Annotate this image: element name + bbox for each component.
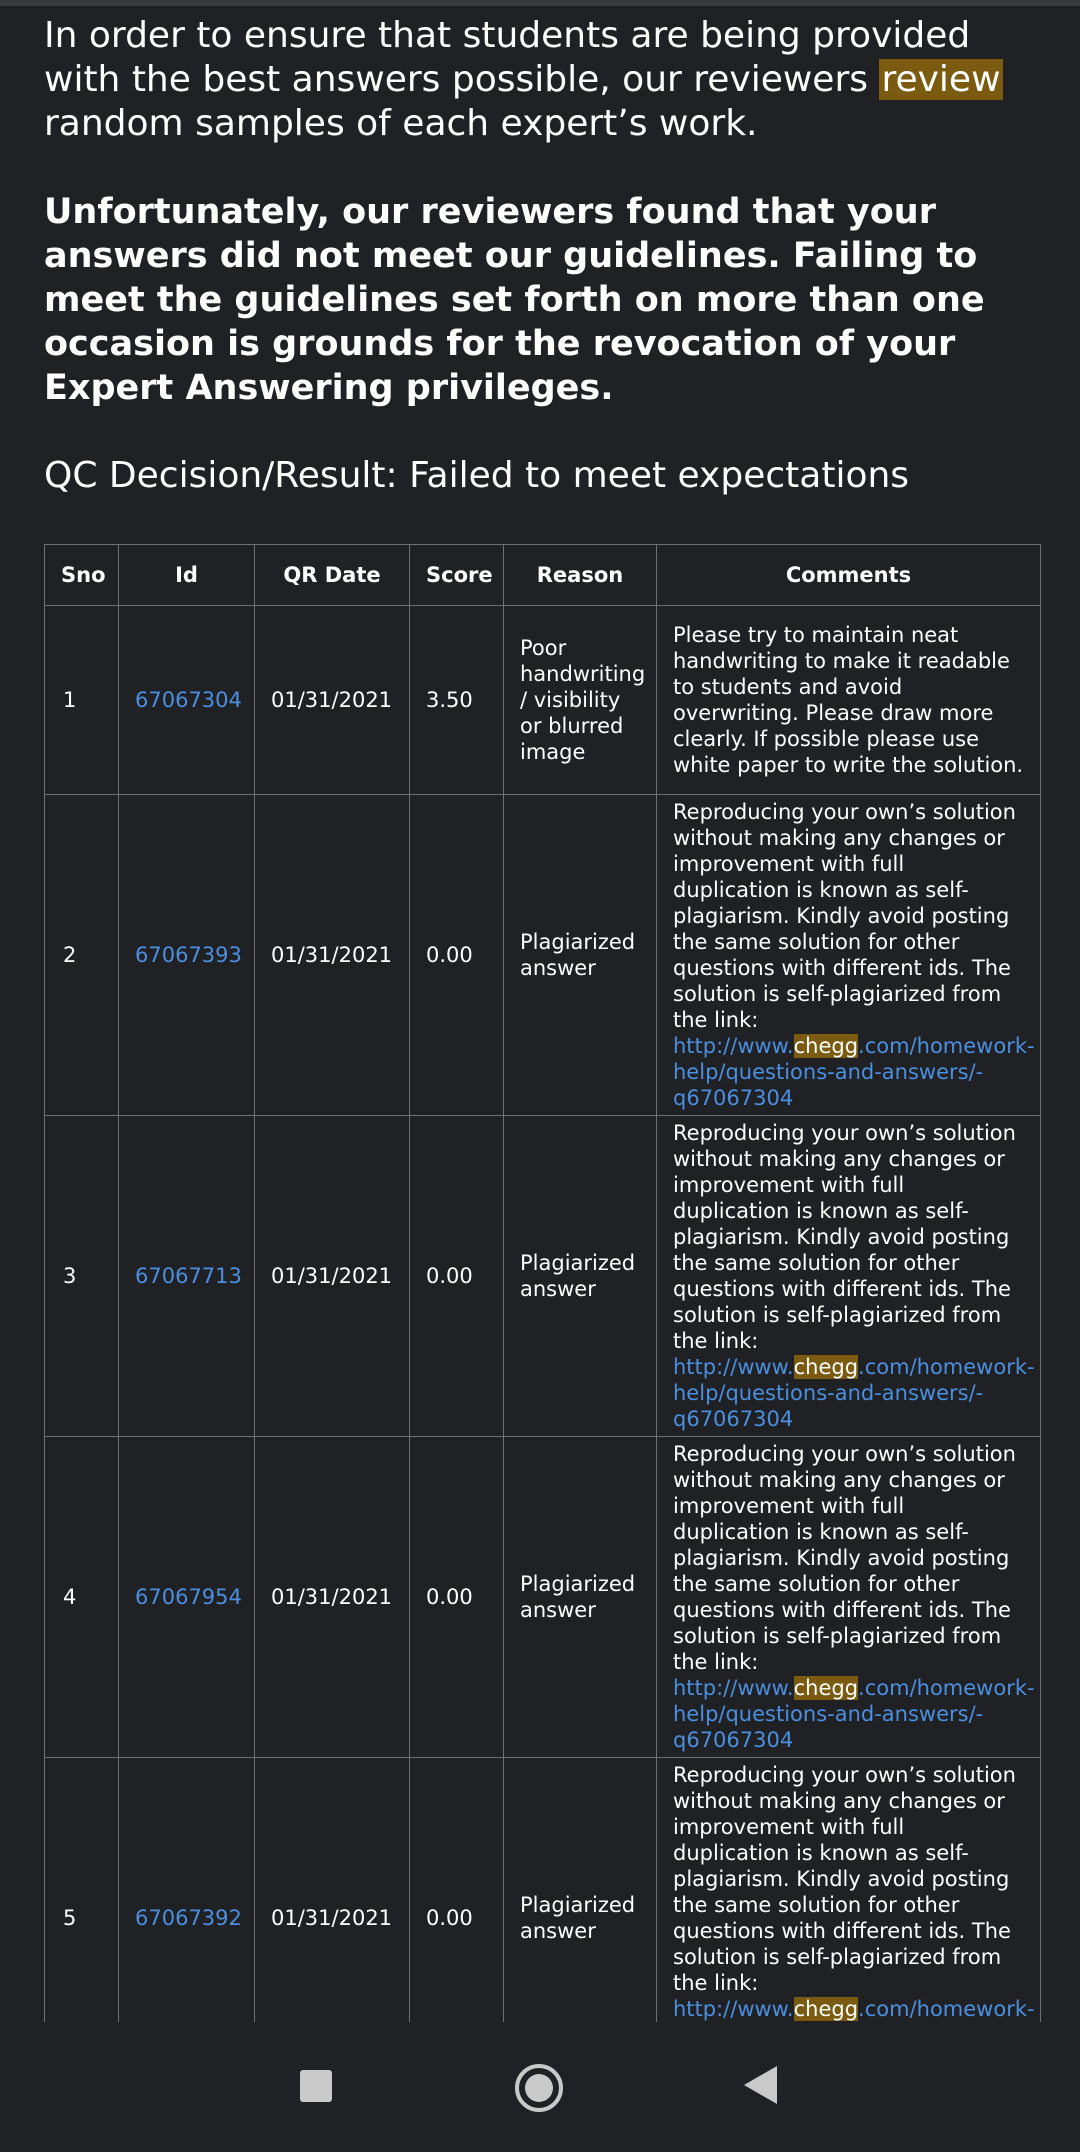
circle-icon[interactable] xyxy=(515,2064,563,2112)
link-suffix: .com/homework-help/questions-and-answers/-q67067304 xyxy=(673,1355,1035,1431)
qc-result: QC Decision/Result: Failed to meet expectations xyxy=(44,455,910,496)
cell-comments xyxy=(657,1437,1041,1758)
header-qr-date: QR Date xyxy=(255,545,410,606)
cell-id-link[interactable]: 67067392 xyxy=(119,1758,255,2079)
header-reason: Reason xyxy=(504,545,657,606)
cell-comments xyxy=(657,1116,1041,1437)
header-comments: Comments xyxy=(657,545,1041,606)
cell-score: 0.00 xyxy=(410,1437,504,1758)
cell-id-link[interactable]: 67067954 xyxy=(119,1437,255,1758)
table-row xyxy=(45,1116,1041,1437)
link-prefix: http://www. xyxy=(673,1034,794,1058)
cell-qr-date: 01/31/2021 xyxy=(255,1437,410,1758)
cell-qr-date: 01/31/2021 xyxy=(255,606,410,795)
table-row xyxy=(45,606,1041,795)
cell-comments xyxy=(657,606,1041,795)
link-suffix: .com/homework-help/questions-and-answers/-q67067304 xyxy=(673,1034,1035,1110)
cell-score: 0.00 xyxy=(410,795,504,1116)
intro-text-after: random samples of each expert’s work. xyxy=(44,103,758,144)
search-highlight: chegg xyxy=(793,1676,859,1700)
cell-qr-date: 01/31/2021 xyxy=(255,1116,410,1437)
navigation-bar xyxy=(0,2022,1080,2152)
cell-sno: 2 xyxy=(45,795,119,1116)
cell-sno: 4 xyxy=(45,1437,119,1758)
link-prefix: http://www. xyxy=(673,1997,794,2021)
comment-text: Reproducing your own’s solution without making any changes or improvement with full duplication is known as self-plagiarism. Kindly avoid posting the same solution for other questions with different ids. The solution is self-plagiarized from the link: xyxy=(673,1442,1016,1674)
search-highlight: chegg xyxy=(793,1355,859,1379)
cell-score: 3.50 xyxy=(410,606,504,795)
intro-text-before: In order to ensure that students are being provided with the best answers possible, our reviewers xyxy=(44,15,971,100)
cell-score: 0.00 xyxy=(410,1758,504,2079)
solution-link[interactable] xyxy=(673,1355,1035,1431)
cell-id-link[interactable]: 67067713 xyxy=(119,1116,255,1437)
header-score: Score xyxy=(410,545,504,606)
cell-score: 0.00 xyxy=(410,1116,504,1437)
cell-id-link[interactable]: 67067304 xyxy=(119,606,255,795)
square-icon[interactable] xyxy=(300,2070,332,2102)
cell-reason: Plagiarized answer xyxy=(504,1437,657,1758)
table-header-row xyxy=(45,545,1041,606)
search-highlight: review xyxy=(881,59,1001,100)
cell-reason: Plagiarized answer xyxy=(504,795,657,1116)
table-row xyxy=(45,1437,1041,1758)
link-prefix: http://www. xyxy=(673,1355,794,1379)
comment-text: Reproducing your own’s solution without making any changes or improvement with full duplication is known as self-plagiarism. Kindly avoid posting the same solution for other questions with different ids. The solution is self-plagiarized from the link: xyxy=(673,1763,1016,1995)
qc-report-table xyxy=(44,544,1041,2079)
comment-text: Please try to maintain neat handwriting to make it readable to students and avoid overwriting. Please draw more clearly. If possible please use white paper to write the solution. xyxy=(673,623,1024,777)
email-body xyxy=(44,14,1040,2022)
cell-sno: 5 xyxy=(45,1758,119,2079)
comment-text: Reproducing your own’s solution without making any changes or improvement with full duplication is known as self-plagiarism. Kindly avoid posting the same solution for other questions with different ids. The solution is self-plagiarized from the link: xyxy=(673,800,1016,1032)
cell-qr-date: 01/31/2021 xyxy=(255,1758,410,2079)
search-highlight: chegg xyxy=(793,1034,859,1058)
link-prefix: http://www. xyxy=(673,1676,794,1700)
solution-link[interactable] xyxy=(673,1676,1035,1752)
intro-paragraph xyxy=(44,14,1040,146)
cell-sno: 1 xyxy=(45,606,119,795)
header-sno: Sno xyxy=(45,545,119,606)
cell-id-link[interactable]: 67067393 xyxy=(119,795,255,1116)
warning-paragraph: Unfortunately, our reviewers found that your answers did not meet our guidelines. Failing to meet the guidelines set forth on more than one occasion is grounds for the revocation of your Expert Answering privileges. xyxy=(44,192,985,408)
status-bar-edge xyxy=(0,0,1080,6)
cell-comments xyxy=(657,795,1041,1116)
solution-link[interactable] xyxy=(673,1034,1035,1110)
table-row xyxy=(45,795,1041,1116)
search-highlight: chegg xyxy=(793,1997,859,2021)
link-suffix: .com/homework- xyxy=(858,1997,1035,2021)
comment-text: Reproducing your own’s solution without making any changes or improvement with full duplication is known as self-plagiarism. Kindly avoid posting the same solution for other questions with different ids. The solution is self-plagiarized from the link: xyxy=(673,1121,1016,1353)
header-id: Id xyxy=(119,545,255,606)
cell-reason: Plagiarized answer xyxy=(504,1758,657,2079)
cell-reason: Poor handwriting / visibility or blurred image xyxy=(504,606,657,795)
link-suffix: .com/homework-help/questions-and-answers/-q67067304 xyxy=(673,1676,1035,1752)
cell-reason: Plagiarized answer xyxy=(504,1116,657,1437)
cell-qr-date: 01/31/2021 xyxy=(255,795,410,1116)
triangle-back-icon[interactable] xyxy=(744,2066,777,2104)
cell-sno: 3 xyxy=(45,1116,119,1437)
